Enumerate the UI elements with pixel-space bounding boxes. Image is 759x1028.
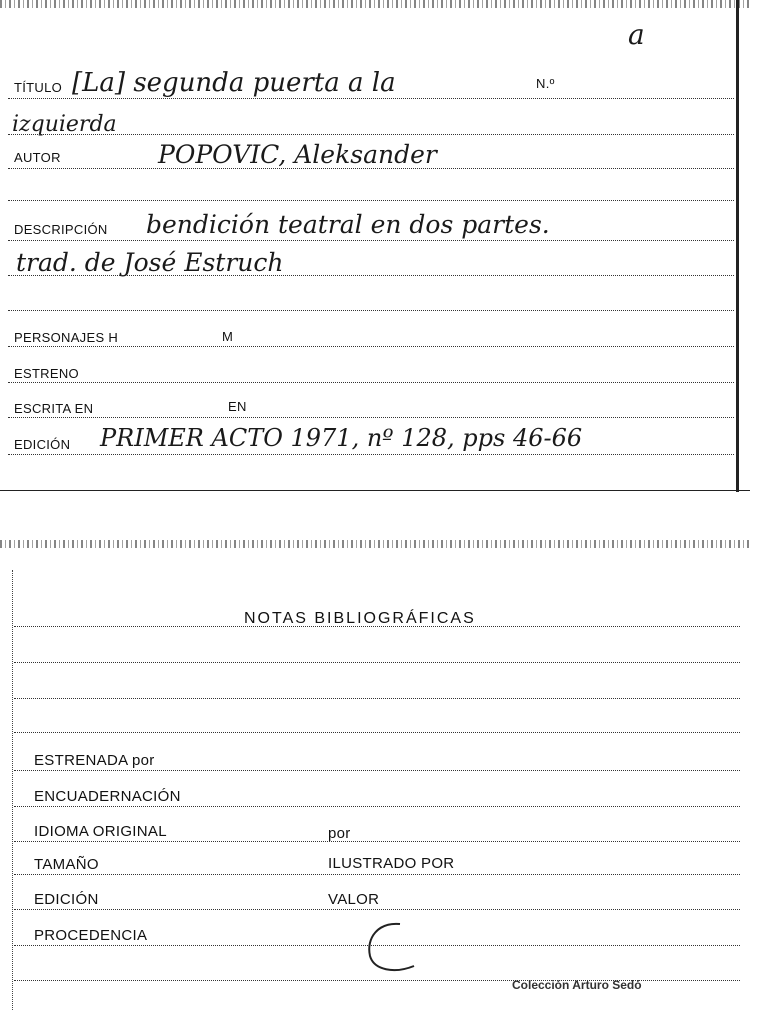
descripcion-value-cont: trad. de José Estruch	[16, 248, 284, 277]
edicion-line	[8, 454, 734, 455]
estrenada-label: ESTRENADA por	[34, 752, 155, 769]
escrita-label: ESCRITA EN	[14, 401, 94, 416]
descripcion-label: DESCRIPCIÓN	[14, 222, 108, 237]
estrenada-line	[14, 770, 740, 771]
titulo-value-cont: izquierda	[12, 112, 117, 137]
edicion-line-back	[14, 909, 740, 910]
titulo-line	[8, 98, 734, 99]
card-right-edge	[736, 0, 739, 492]
autor-line	[8, 168, 734, 169]
catalog-card-back	[0, 540, 750, 1028]
catalog-card-front	[0, 0, 750, 492]
descripcion-line-2	[8, 275, 734, 276]
card-bottom-edge	[0, 490, 750, 491]
notas-title: NOTAS BIBLIOGRÁFICAS	[244, 610, 476, 627]
hole-mark-icon	[360, 918, 430, 978]
edicion-label-back: EDICIÓN	[34, 891, 99, 908]
descripcion-line	[8, 240, 734, 241]
corner-mark: a	[628, 18, 645, 51]
notas-line-1	[14, 626, 740, 627]
estreno-line	[8, 382, 734, 383]
valor-label: VALOR	[328, 891, 380, 908]
tamano-label: TAMAÑO	[34, 856, 99, 873]
escrita-line	[8, 417, 734, 418]
idioma-line	[14, 841, 740, 842]
titulo-label: TÍTULO	[14, 80, 63, 95]
blank-line-1	[8, 200, 734, 201]
escrita-en-label: EN	[228, 399, 247, 414]
card-top-edge	[0, 0, 750, 8]
card-left-edge	[12, 570, 13, 1010]
encuadernacion-label: ENCUADERNACIÓN	[34, 788, 181, 805]
estreno-label: ESTRENO	[14, 366, 79, 381]
edicion-value: PRIMER ACTO 1971, nº 128, pps 46-66	[100, 424, 583, 452]
personajes-m-label: M	[222, 329, 234, 344]
personajes-label: PERSONAJES H	[14, 330, 119, 345]
titulo-value: [La] segunda puerta a la	[72, 68, 396, 98]
notas-line-2	[14, 662, 740, 663]
procedencia-label: PROCEDENCIA	[34, 927, 148, 944]
edicion-label: EDICIÓN	[14, 437, 71, 452]
numero-label: N.º	[536, 76, 555, 91]
idioma-label: IDIOMA ORIGINAL	[34, 823, 167, 840]
titulo-line-2	[8, 134, 734, 135]
autor-label: AUTOR	[14, 150, 61, 165]
notas-line-3	[14, 698, 740, 699]
notas-line-4	[14, 732, 740, 733]
card-top-edge	[0, 540, 750, 548]
autor-value: POPOVIC, Aleksander	[158, 140, 437, 169]
collection-stamp: Colección Arturo Sedó	[512, 978, 642, 992]
blank-line-2	[8, 310, 734, 311]
por-label: por	[328, 825, 351, 842]
tamano-line	[14, 874, 740, 875]
ilustrado-label: ILUSTRADO POR	[328, 855, 455, 872]
descripcion-value: bendición teatral en dos partes.	[146, 210, 550, 239]
encuadernacion-line	[14, 806, 740, 807]
personajes-line	[8, 346, 734, 347]
